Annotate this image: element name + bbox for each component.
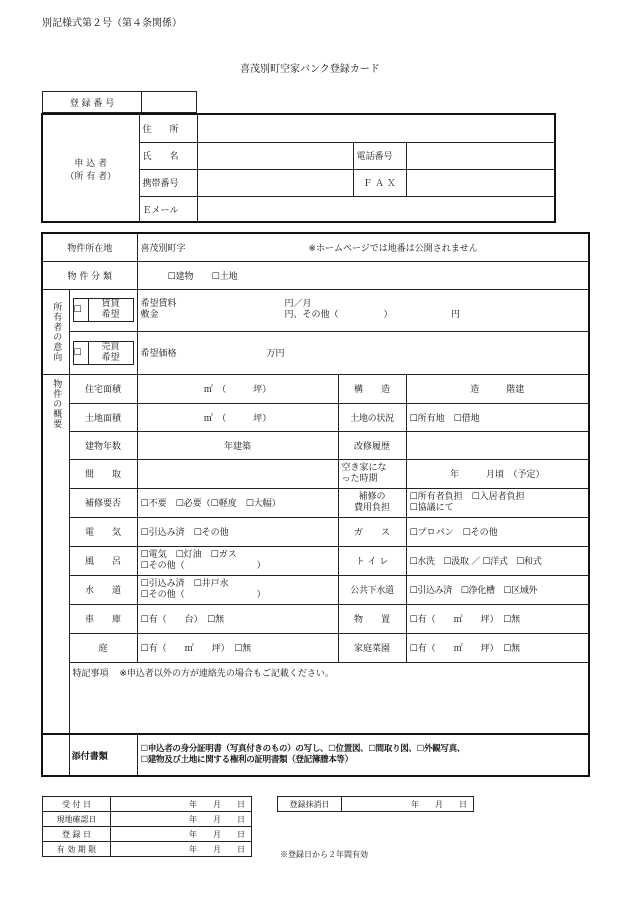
row-value[interactable]: 年建築 — [137, 431, 338, 459]
intent-label: 所有者の意向 — [51, 301, 62, 362]
row-value-line-2: ☐協議にて — [409, 502, 454, 513]
row-value[interactable]: ㎡ （ 坪） — [137, 374, 338, 403]
row-label: 土地の状況 — [338, 403, 406, 431]
row-value[interactable]: ☐所有地 ☐借地 — [406, 403, 588, 431]
sale-label-1: 売買 — [101, 341, 120, 352]
applicant-title-line1: 申 込 者 — [74, 159, 108, 169]
row-value[interactable]: ☐プロパン ☐その他 — [406, 517, 588, 546]
admin-date-field[interactable]: 年 月 日 — [111, 812, 252, 827]
rent-line-1: 希望賃料 円／月 — [140, 299, 312, 309]
sale-label-2: 希望 — [101, 352, 120, 363]
registration-number-label: 登 録 番 号 — [43, 92, 142, 113]
row-value[interactable] — [406, 488, 588, 517]
row-value-line-2: ☐その他（ ） — [140, 589, 266, 600]
cancel-date-table — [277, 796, 474, 812]
row-value[interactable]: 年 月頃 （予定） — [406, 459, 588, 488]
registration-number-field[interactable] — [142, 92, 197, 113]
page-title: 喜茂別町空家バンク登録カード — [240, 64, 380, 75]
row-value-line-2: ☐その他（ ） — [140, 560, 266, 571]
remarks-label: 特記事項 — [72, 668, 109, 679]
attachments-line-1: ☐申込者の身分証明書（写真付きのもの）の写し、☐位置図、☐間取り図、☐外観写真、 — [140, 744, 465, 754]
location-value: 喜茂別町字 — [140, 243, 186, 254]
attachments-label: 添付書類 — [43, 735, 137, 775]
row-value[interactable] — [406, 431, 588, 459]
rent-option[interactable] — [69, 289, 137, 331]
admin-date-field[interactable]: 年 月 日 — [111, 842, 252, 857]
rent-label-2: 希望 — [101, 310, 120, 320]
row-label: 構 造 — [338, 374, 406, 403]
row-label: 車 庫 — [69, 604, 137, 633]
location-label: 物件所在地 — [43, 234, 137, 261]
admin-dates-table — [42, 796, 252, 857]
registration-number-table — [42, 91, 197, 113]
attachments-line-2: ☐建物及び土地に関する権利の証明書類（登記簿謄本等） — [140, 755, 353, 765]
address-label: 住 所 — [139, 115, 197, 142]
form-number: 別記様式第２号（第４条関係） — [42, 18, 182, 29]
overview-label: 物件の概要 — [51, 378, 62, 429]
row-label: 住宅面積 — [69, 374, 137, 403]
address-field[interactable] — [197, 115, 554, 142]
admin-date-field[interactable]: 年 月 日 — [111, 797, 252, 812]
intent-label-cell — [43, 289, 69, 374]
sale-details[interactable]: 希望価格 万円 — [137, 331, 588, 374]
validity-note: ※登録日から２年間有効 — [280, 850, 368, 859]
location-note: ※ホームページでは地番は公開されません — [308, 243, 478, 254]
row-value-line-1: ☐引込み済 ☐井戸水 — [140, 578, 229, 589]
admin-date-label: 現地確認日 — [43, 812, 111, 827]
name-field[interactable] — [197, 142, 353, 169]
overview-label-cell — [43, 374, 69, 775]
row-label-line-1: 空き家にな — [341, 462, 387, 473]
rent-label-cell — [88, 299, 133, 322]
row-label: 水 道 — [69, 575, 137, 604]
applicant-box — [41, 113, 556, 223]
category-options[interactable]: ☐建物 ☐土地 — [137, 261, 588, 289]
sale-option[interactable] — [69, 331, 137, 374]
phone-field[interactable] — [406, 142, 554, 169]
row-value[interactable]: ☐不要 ☐必要（☐軽度 ☐大幅） — [137, 488, 338, 517]
location-field[interactable] — [137, 234, 588, 261]
admin-date-label: 受 付 日 — [43, 797, 111, 812]
row-value[interactable]: 造 階建 — [406, 374, 588, 403]
admin-date-field[interactable]: 年 月 日 — [111, 827, 252, 842]
attachments-box — [41, 733, 590, 777]
applicant-title-line2: （所 有 者） — [65, 172, 117, 182]
row-label: 土地面積 — [69, 403, 137, 431]
rent-details[interactable] — [137, 289, 588, 331]
fax-label: Ｆ Ａ Ｘ — [353, 169, 406, 196]
admin-date-label: 登 録 日 — [43, 827, 111, 842]
row-label-line-1: 補修の — [358, 491, 386, 502]
row-label: 物 置 — [338, 604, 406, 633]
cancel-date-label: 登録抹消日 — [278, 797, 342, 812]
row-value[interactable] — [137, 575, 338, 604]
cancel-date-field[interactable]: 年 月 日 — [342, 797, 474, 812]
row-value[interactable]: ☐有（ ㎡ 坪） ☐無 — [137, 633, 338, 662]
row-value-line-1: ☐所有者負担 ☐入居者負担 — [409, 491, 525, 502]
row-value[interactable]: ☐引込み済 ☐浄化槽 ☐区域外 — [406, 575, 588, 604]
remarks-text: ※申込者以外の方が連絡先の場合もご記載ください。 — [119, 668, 334, 679]
phone-label: 電話番号 — [353, 142, 406, 169]
rent-checkbox[interactable]: ☐ — [73, 299, 88, 322]
row-label — [338, 488, 406, 517]
mobile-label: 携帯番号 — [139, 169, 197, 196]
row-label: 庭 — [69, 633, 137, 662]
admin-date-label: 有 効 期 限 — [43, 842, 111, 857]
row-value-line-1: ☐電気 ☐灯油 ☐ガス — [140, 549, 237, 560]
row-label: ガ ス — [338, 517, 406, 546]
email-field[interactable] — [197, 196, 554, 223]
row-value[interactable]: ☐有（ ㎡ 坪） ☐無 — [406, 604, 588, 633]
category-label: 物 件 分 類 — [43, 261, 137, 289]
sale-checkbox[interactable]: ☐ — [73, 341, 88, 364]
fax-field[interactable] — [406, 169, 554, 196]
row-value[interactable] — [137, 459, 338, 488]
row-label: 家庭菜園 — [338, 633, 406, 662]
row-label: 電 気 — [69, 517, 137, 546]
row-value[interactable]: ☐引込み済 ☐その他 — [137, 517, 338, 546]
mobile-field[interactable] — [197, 169, 353, 196]
row-label: 風 呂 — [69, 546, 137, 575]
row-label: 建物年数 — [69, 431, 137, 459]
applicant-title — [43, 115, 139, 223]
row-label: 間 取 — [69, 459, 137, 488]
row-label: ト イ レ — [338, 546, 406, 575]
row-value[interactable]: ☐有（ 台） ☐無 — [137, 604, 338, 633]
name-label: 氏 名 — [139, 142, 197, 169]
row-label-line-2: 費用負担 — [354, 502, 391, 513]
property-box — [41, 232, 590, 777]
rent-line-2: 敷金 円、その他（ ） 円 — [140, 310, 461, 320]
row-label: 補修要否 — [69, 488, 137, 517]
row-value[interactable]: ☐水洗 ☐汲取 ／ ☐洋式 ☐和式 — [406, 546, 588, 575]
sale-label-cell — [88, 341, 133, 364]
row-value[interactable]: ☐有（ ㎡ 坪） ☐無 — [406, 633, 588, 662]
row-label: 公共下水道 — [338, 575, 406, 604]
attachments-list[interactable] — [137, 735, 588, 775]
row-label: 改修履歴 — [338, 431, 406, 459]
row-value[interactable] — [137, 546, 338, 575]
row-value[interactable]: ㎡ （ 坪） — [137, 403, 338, 431]
rent-label-1: 賃貸 — [101, 299, 120, 309]
row-label — [338, 459, 406, 488]
row-label-line-2: った時期 — [341, 473, 378, 484]
email-label: Ｅメール — [139, 196, 197, 223]
